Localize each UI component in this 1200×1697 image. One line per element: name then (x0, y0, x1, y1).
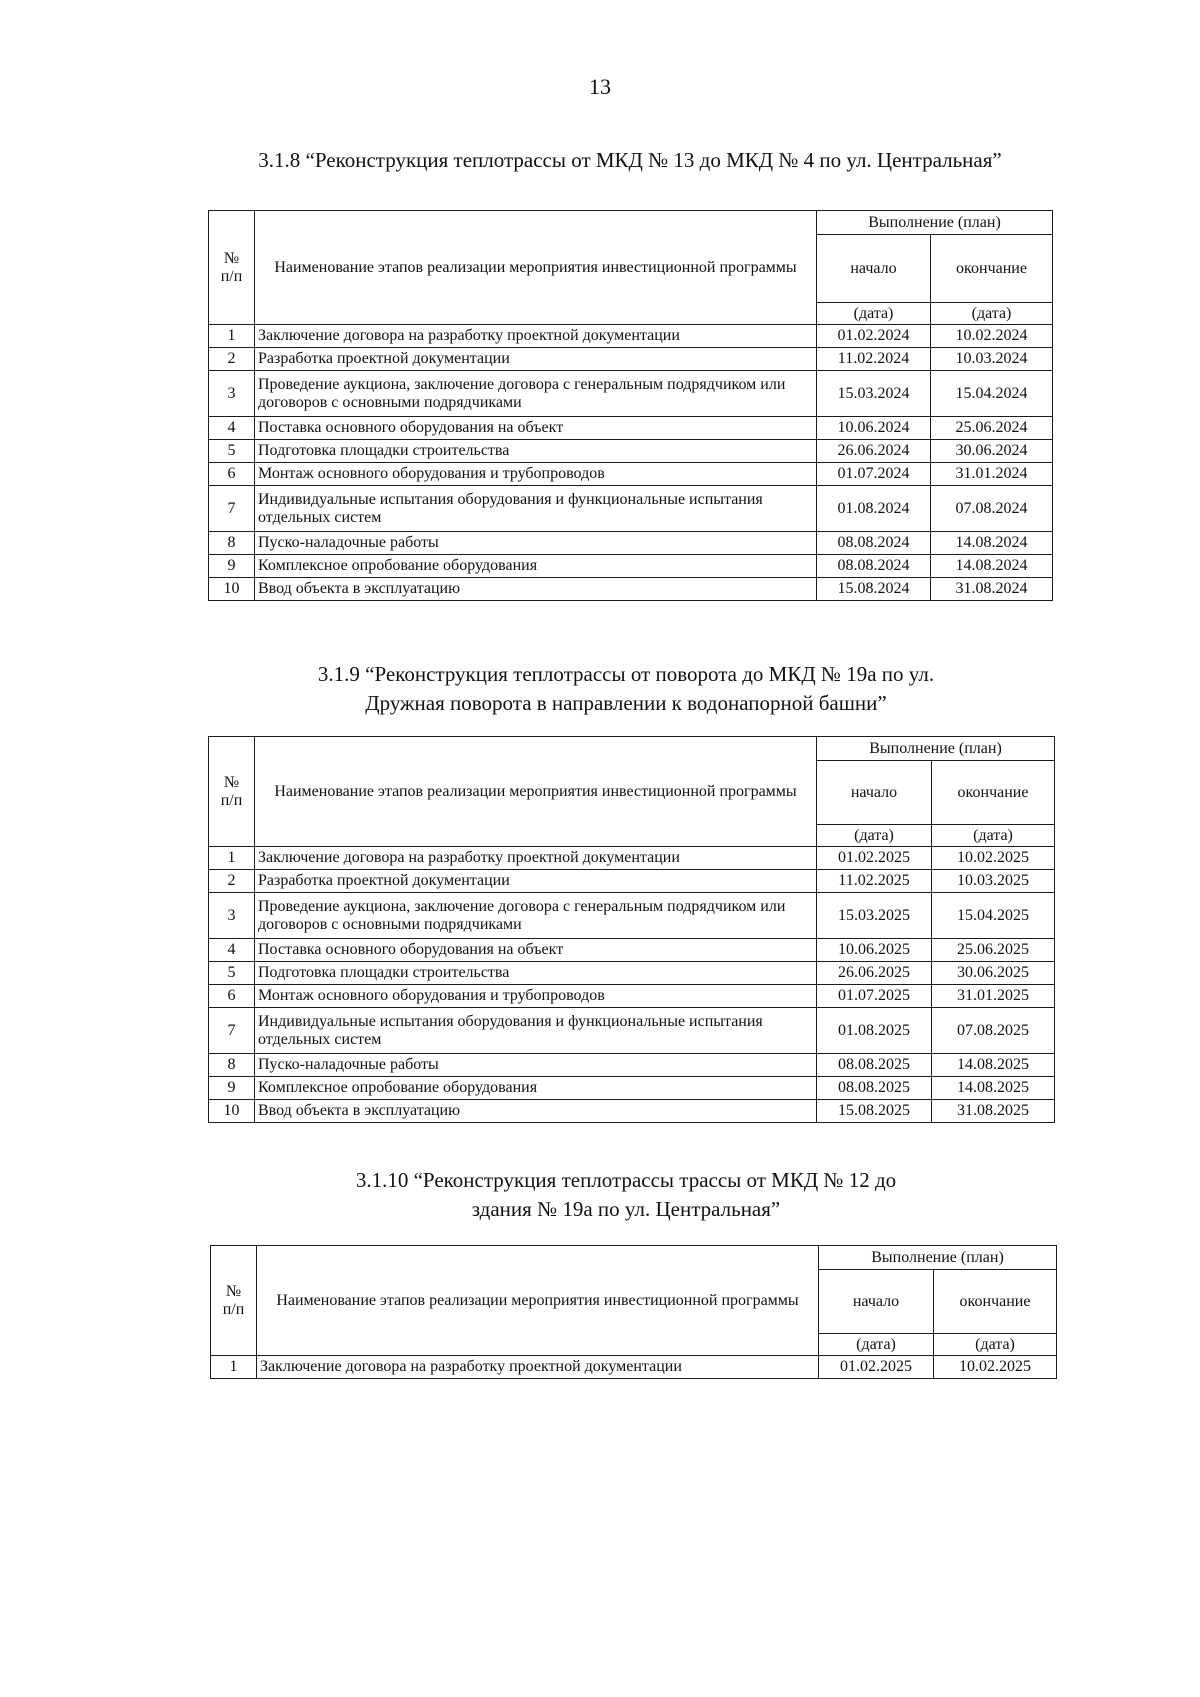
row-stage-name: Индивидуальные испытания оборудования и функциональные испытания отдельных систем (255, 1008, 817, 1054)
row-stage-name: Пуско-наладочные работы (255, 1054, 817, 1077)
table-row (209, 486, 1053, 532)
row-end-date: 31.01.2024 (931, 463, 1053, 486)
row-start-date: 26.06.2025 (817, 962, 932, 985)
table-row (209, 578, 1053, 601)
table-row (209, 555, 1053, 578)
row-end-date: 10.03.2025 (932, 870, 1055, 893)
header-start: начало (819, 1270, 934, 1334)
row-start-date: 11.02.2024 (817, 348, 931, 371)
schedule-table-3-1-9 (208, 736, 1055, 1123)
row-stage-name: Пуско-наладочные работы (255, 532, 817, 555)
row-start-date: 10.06.2025 (817, 939, 932, 962)
row-number: 6 (209, 463, 255, 486)
header-name: Наименование этапов реализации мероприятия инвестиционной программы (255, 211, 817, 325)
row-stage-name: Подготовка площадки строительства (255, 440, 817, 463)
row-stage-name: Монтаж основного оборудования и трубопроводов (255, 463, 817, 486)
header-num: № п/п (209, 737, 255, 847)
row-start-date: 08.08.2025 (817, 1077, 932, 1100)
table-row (209, 440, 1053, 463)
row-stage-name: Монтаж основного оборудования и трубопроводов (255, 985, 817, 1008)
schedule-table-3-1-8 (208, 210, 1053, 601)
row-number: 3 (209, 371, 255, 417)
table-row (209, 532, 1053, 555)
row-stage-name: Заключение договора на разработку проектной документации (255, 847, 817, 870)
header-name: Наименование этапов реализации мероприятия инвестиционной программы (257, 1246, 819, 1356)
header-end: окончание (931, 235, 1053, 303)
row-number: 10 (209, 1100, 255, 1123)
row-end-date: 31.01.2025 (932, 985, 1055, 1008)
row-stage-name: Заключение договора на разработку проектной документации (255, 325, 817, 348)
row-start-date: 15.03.2024 (817, 371, 931, 417)
row-start-date: 26.06.2024 (817, 440, 931, 463)
row-start-date: 01.08.2024 (817, 486, 931, 532)
row-number: 1 (211, 1356, 257, 1379)
row-number: 9 (209, 555, 255, 578)
table-row (209, 463, 1053, 486)
row-start-date: 01.07.2024 (817, 463, 931, 486)
header-execution: Выполнение (план) (817, 737, 1055, 761)
row-number: 7 (209, 486, 255, 532)
row-start-date: 01.02.2025 (819, 1356, 934, 1379)
row-stage-name: Индивидуальные испытания оборудования и функциональные испытания отдельных систем (255, 486, 817, 532)
row-end-date: 31.08.2025 (932, 1100, 1055, 1123)
row-stage-name: Проведение аукциона, заключение договора с генеральным подрядчиком или договоров с основными подрядчиками (255, 893, 817, 939)
row-stage-name: Комплексное опробование оборудования (255, 555, 817, 578)
section-title-3-1-8: 3.1.8 “Реконструкция теплотрассы от МКД № 13 до МКД № 4 по ул. Центральная” (258, 148, 1002, 172)
row-number: 7 (209, 1008, 255, 1054)
row-number: 4 (209, 417, 255, 440)
row-end-date: 30.06.2025 (932, 962, 1055, 985)
row-end-date: 10.02.2024 (931, 325, 1053, 348)
table-row (209, 417, 1053, 440)
table-row (209, 985, 1055, 1008)
header-end: окончание (934, 1270, 1057, 1334)
row-start-date: 01.07.2025 (817, 985, 932, 1008)
table-row (209, 325, 1053, 348)
header-end-unit: (дата) (932, 825, 1055, 847)
table-row (209, 348, 1053, 371)
row-start-date: 08.08.2025 (817, 1054, 932, 1077)
header-start-unit: (дата) (817, 825, 932, 847)
table-row (209, 939, 1055, 962)
row-number: 6 (209, 985, 255, 1008)
row-number: 2 (209, 348, 255, 371)
row-end-date: 10.02.2025 (934, 1356, 1057, 1379)
header-num: № п/п (209, 211, 255, 325)
row-number: 2 (209, 870, 255, 893)
table-row (209, 1100, 1055, 1123)
row-number: 5 (209, 440, 255, 463)
row-end-date: 07.08.2024 (931, 486, 1053, 532)
header-end: окончание (932, 761, 1055, 825)
row-end-date: 14.08.2025 (932, 1054, 1055, 1077)
row-start-date: 10.06.2024 (817, 417, 931, 440)
row-number: 5 (209, 962, 255, 985)
row-start-date: 15.03.2025 (817, 893, 932, 939)
header-num: № п/п (211, 1246, 257, 1356)
row-number: 10 (209, 578, 255, 601)
row-stage-name: Поставка основного оборудования на объект (255, 939, 817, 962)
row-start-date: 08.08.2024 (817, 532, 931, 555)
table-row (209, 371, 1053, 417)
row-end-date: 15.04.2024 (931, 371, 1053, 417)
row-stage-name: Разработка проектной документации (255, 870, 817, 893)
row-stage-name: Проведение аукциона, заключение договора с генеральным подрядчиком или договоров с основными подрядчиками (255, 371, 817, 417)
row-end-date: 25.06.2025 (932, 939, 1055, 962)
table-row (209, 847, 1055, 870)
row-number: 3 (209, 893, 255, 939)
section-title-3-1-9: 3.1.9 “Реконструкция теплотрассы от поворота до МКД № 19а по ул. Дружная поворота в направлении к водонапорной башни” (317, 662, 935, 715)
row-stage-name: Ввод объекта в эксплуатацию (255, 1100, 817, 1123)
row-end-date: 30.06.2024 (931, 440, 1053, 463)
row-start-date: 01.02.2024 (817, 325, 931, 348)
header-execution: Выполнение (план) (817, 211, 1053, 235)
row-stage-name: Подготовка площадки строительства (255, 962, 817, 985)
row-end-date: 07.08.2025 (932, 1008, 1055, 1054)
row-end-date: 14.08.2024 (931, 555, 1053, 578)
table-row (209, 1054, 1055, 1077)
row-start-date: 08.08.2024 (817, 555, 931, 578)
table-row (209, 893, 1055, 939)
row-end-date: 10.03.2024 (931, 348, 1053, 371)
row-start-date: 01.02.2025 (817, 847, 932, 870)
row-end-date: 25.06.2024 (931, 417, 1053, 440)
row-stage-name: Поставка основного оборудования на объект (255, 417, 817, 440)
header-start-unit: (дата) (817, 303, 931, 325)
row-number: 1 (209, 847, 255, 870)
table-row (209, 870, 1055, 893)
row-end-date: 14.08.2025 (932, 1077, 1055, 1100)
row-end-date: 14.08.2024 (931, 532, 1053, 555)
header-name: Наименование этапов реализации мероприятия инвестиционной программы (255, 737, 817, 847)
section-title-3-1-10: 3.1.10 “Реконструкция теплотрассы трассы от МКД № 12 до здания № 19а по ул. Центральная” (355, 1168, 897, 1221)
row-start-date: 15.08.2024 (817, 578, 931, 601)
row-number: 8 (209, 1054, 255, 1077)
row-end-date: 10.02.2025 (932, 847, 1055, 870)
header-execution: Выполнение (план) (819, 1246, 1057, 1270)
row-stage-name: Комплексное опробование оборудования (255, 1077, 817, 1100)
row-stage-name: Разработка проектной документации (255, 348, 817, 371)
row-end-date: 15.04.2025 (932, 893, 1055, 939)
row-number: 4 (209, 939, 255, 962)
row-number: 8 (209, 532, 255, 555)
row-number: 1 (209, 325, 255, 348)
table-row (209, 1008, 1055, 1054)
header-end-unit: (дата) (931, 303, 1053, 325)
header-start-unit: (дата) (819, 1334, 934, 1356)
header-start: начало (817, 761, 932, 825)
row-start-date: 01.08.2025 (817, 1008, 932, 1054)
schedule-table-3-1-10 (210, 1245, 1057, 1379)
row-stage-name: Ввод объекта в эксплуатацию (255, 578, 817, 601)
table-row (209, 1077, 1055, 1100)
row-end-date: 31.08.2024 (931, 578, 1053, 601)
header-start: начало (817, 235, 931, 303)
table-row (209, 962, 1055, 985)
row-number: 9 (209, 1077, 255, 1100)
table-row (211, 1356, 1057, 1379)
page-number: 13 (589, 74, 611, 99)
row-start-date: 15.08.2025 (817, 1100, 932, 1123)
row-stage-name: Заключение договора на разработку проектной документации (257, 1356, 819, 1379)
header-end-unit: (дата) (934, 1334, 1057, 1356)
row-start-date: 11.02.2025 (817, 870, 932, 893)
